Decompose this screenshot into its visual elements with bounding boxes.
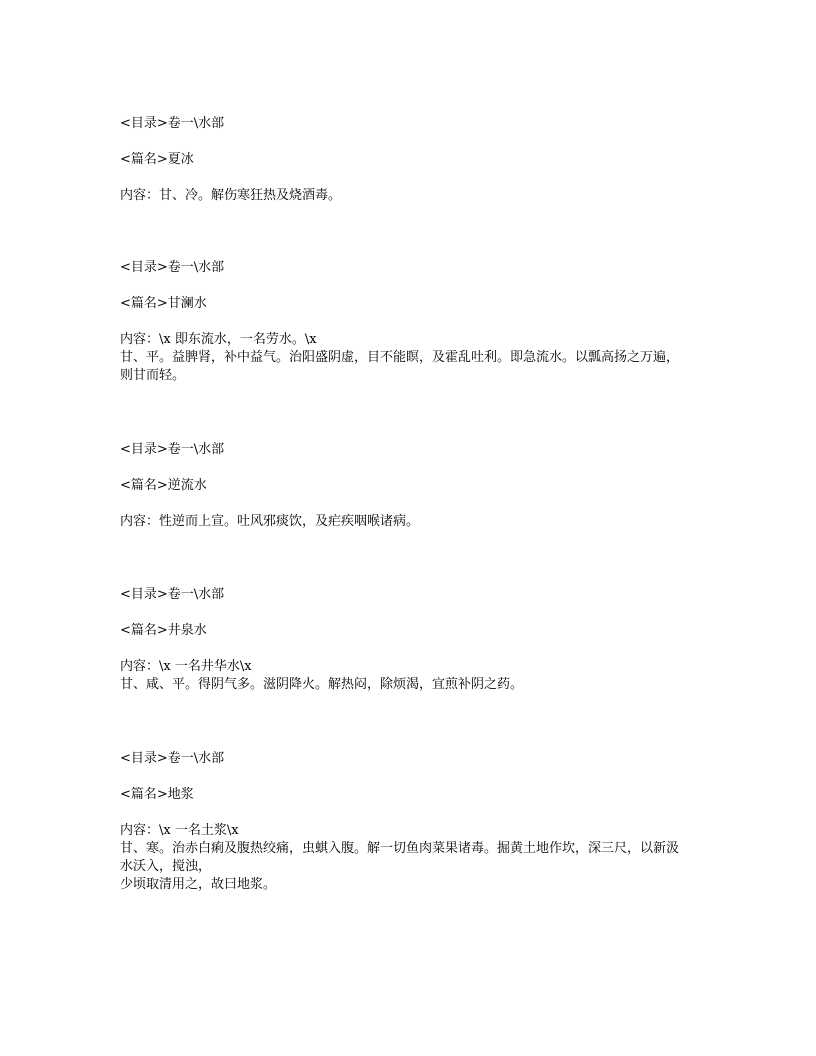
content-block — [120, 331, 680, 385]
content-line: 内容：\x 即东流水，一名劳水。\x — [120, 332, 317, 347]
title-line: <篇名>井泉水 — [120, 623, 207, 638]
content-line: 甘、寒。治赤白痢及腹热绞痛，虫蜞入腹。解一切鱼肉菜果诸毒。掘黄土地作坎，深三尺，以新汲水沃入，搅浊， — [120, 841, 680, 874]
entry-2 — [120, 259, 680, 385]
content-line: 内容：甘、冷。解伤寒狂热及烧酒毒。 — [120, 188, 342, 203]
entry-4 — [120, 586, 680, 694]
content-line: 少顷取清用之，故曰地浆。 — [120, 877, 277, 892]
content-line: 内容：性逆而上宣。吐风邪痰饮，及疟疾咽喉诸病。 — [120, 514, 420, 529]
catalog-line: <目录>卷一\水部 — [120, 587, 225, 602]
content-block — [120, 513, 680, 531]
title-line: <篇名>地浆 — [120, 787, 194, 802]
content-block — [120, 658, 680, 694]
content-line: 甘、咸、平。得阴气多。滋阴降火。解热闷，除烦渴，宜煎补阴之药。 — [120, 677, 524, 692]
title-line: <篇名>夏冰 — [120, 152, 194, 167]
catalog-line: <目录>卷一\水部 — [120, 442, 225, 457]
entry-5 — [120, 750, 680, 894]
entry-3 — [120, 441, 680, 531]
content-block — [120, 187, 680, 205]
catalog-line: <目录>卷一\水部 — [120, 260, 225, 275]
entry-1 — [120, 115, 680, 205]
title-line: <篇名>逆流水 — [120, 478, 207, 493]
catalog-line: <目录>卷一\水部 — [120, 751, 225, 766]
catalog-line: <目录>卷一\水部 — [120, 116, 225, 131]
content-line: 甘、平。益脾肾，补中益气。治阳盛阴虚，目不能瞑，及霍乱吐利。即急流水。以瓢高扬之万遍，则甘而轻。 — [120, 350, 680, 383]
title-line: <篇名>甘澜水 — [120, 296, 207, 311]
content-line: 内容：\x 一名井华水\x — [120, 659, 252, 674]
content-block — [120, 822, 680, 894]
content-line: 内容：\x 一名土浆\x — [120, 823, 239, 838]
